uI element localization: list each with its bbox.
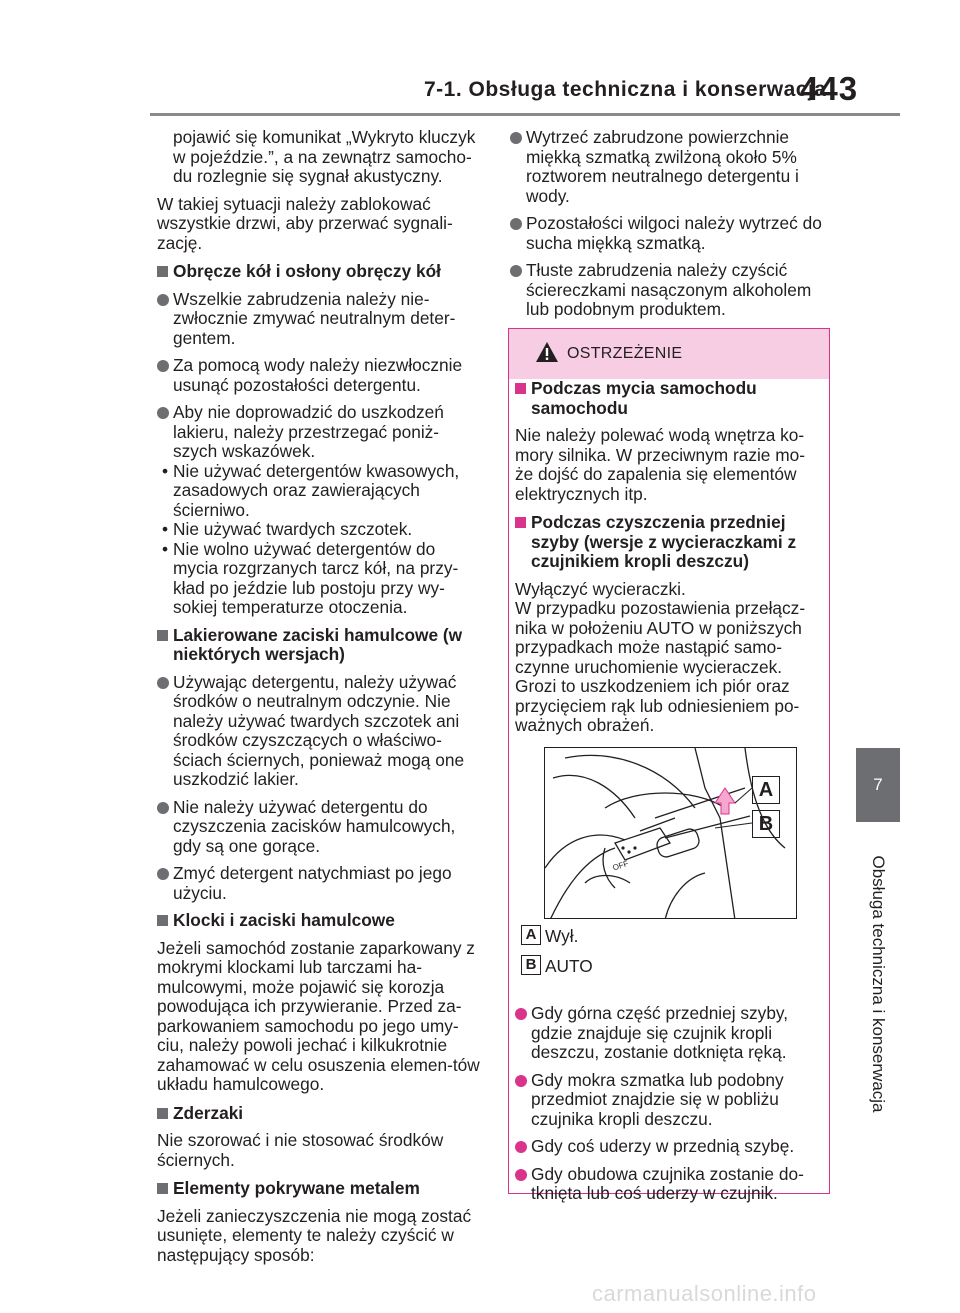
warning-body [515, 379, 821, 745]
svg-text:OFF: OFF [611, 858, 630, 873]
bullet-item: Nie należy używać detergentu do czyszczenia zacisków hamulcowych, gdy są one gorące. [157, 798, 482, 857]
figure-label-a: A [752, 776, 780, 804]
circle-bullet-icon [515, 1141, 527, 1153]
section-title: 7-1. Obsługa techniczna i konserwacja [424, 78, 827, 101]
warning-heading: Podczas czyszczenia przedniej szyby (wersje z wycieraczkami z czujnikiem kropli deszczu) [515, 513, 821, 572]
sub-item: • Nie wolno używać detergentów do mycia rozgrzanych tarcz kół, na przy-kład po jeździe lub postoju przy wy-sokiej temperaturze otoczenia. [162, 538, 459, 617]
figure-legend [521, 927, 821, 986]
bullet-item: Aby nie doprowadzić do uszkodzeń lakieru, należy przestrzegać poniż-szych wskazówek. [157, 403, 482, 462]
warning-paragraph: Wyłączyć wycieraczki. [515, 578, 686, 599]
sub-item: • Nie używać detergentów kwasowych, zasadowych oraz zawierających ścierniwo. [162, 460, 460, 520]
warning-triangle-icon [535, 341, 559, 363]
section-heading: Obręcze kół i osłony obręczy kół [157, 262, 482, 282]
warning-paragraph: Nie należy polewać wodą wnętrza ko-mory silnika. W przeciwnym razie mo-że dojść do zapalenia się elementów elektrycznych itp. [515, 425, 805, 504]
watermark: carmanualsonline.info [592, 1281, 817, 1306]
circle-bullet-icon [510, 265, 522, 277]
circle-bullet-icon [157, 802, 169, 814]
warning-bullet: Gdy górna część przedniej szyby, gdzie znajduje się czujnik kropli deszczu, zostanie dotknięta ręką. [515, 1004, 821, 1063]
warning-paragraph: W przypadku pozostawienia przełącz-nika w położeniu AUTO w poniższych przypadkach może nastąpić samo-czynne uruchomienie wycieraczek. Grozi to uszkodzeniem ich piór oraz przycięciem rąk lub odniesieniem po-ważnych obrażeń. [515, 598, 806, 735]
square-bullet-icon [157, 1108, 168, 1119]
circle-bullet-icon [510, 218, 522, 230]
square-bullet-icon [157, 266, 168, 277]
dot-mark-icon: • [162, 460, 169, 481]
section-heading: Lakierowane zaciski hamulcowe (w niektórych wersjach) [157, 626, 482, 665]
dot-mark-icon: • [162, 538, 169, 559]
dot-mark-icon: • [162, 519, 169, 539]
warning-bullet: Gdy obudowa czujnika zostanie do-tknięta lub coś uderzy w czujnik. [515, 1165, 821, 1204]
square-bullet-icon [515, 383, 526, 394]
warning-bullets [515, 1004, 821, 1212]
warning-bullet: Gdy coś uderzy w przednią szybę. [515, 1137, 821, 1157]
paragraph: Jeżeli zanieczyszczenia nie mogą zostać usunięte, elementy te należy czyścić w następujący sposób: [157, 1205, 472, 1265]
left-column [157, 128, 482, 1274]
section-heading: Klocki i zaciski hamulcowe [157, 911, 482, 931]
paragraph: Jeżeli samochód zostanie zaparkowany z mokrymi klockami lub tarczami ha-mulcowymi, może pojawić się korozja powodująca ich przywieranie. Przed za-parkowaniem samochodu po jego umy-ciu, należy powoli jechać i kilkukrotnie zahamować w celu osuszenia elemen-tów układu hamulcowego. [157, 937, 480, 1094]
bullet-item: Wszelkie zabrudzenia należy nie-zwłocznie zmywać neutralnym deter-gentem. [157, 290, 482, 349]
header-rule [150, 113, 900, 116]
bullet-item: Tłuste zabrudzenia należy czyścić ściereczkami nasączonym alkoholem lub podobnym produktem. [510, 261, 832, 320]
chapter-title: Obsługa techniczna i konserwacja [869, 855, 888, 1113]
bullet-item: Używając detergentu, należy używać środków o neutralnym odczynie. Nie należy używać twardych szczotek ani środków czyszczących o właściwo-ściach ściernych, ponieważ mogą one uszkodzić lakier. [157, 673, 482, 790]
warning-header [509, 329, 829, 379]
warning-title: OSTRZEŻENIE [567, 345, 683, 362]
circle-bullet-icon [515, 1008, 527, 1020]
circle-bullet-icon [510, 132, 522, 144]
wiper-switch-figure [544, 747, 797, 919]
bullet-item: Zmyć detergent natychmiast po jego użyciu. [157, 864, 482, 903]
figure-label-b: B [752, 810, 780, 838]
intro-text: pojawić się komunikat „Wykryto kluczyk w pojeździe.”, a na zewnątrz samocho-du rozlegnie się sygnał akustyczny. [173, 127, 476, 186]
bullet-item: Wytrzeć zabrudzone powierzchnie miękką szmatką zwilżoną około 5% roztworem neutralnego detergentu i wody. [510, 128, 832, 206]
paragraph: Nie szorować i nie stosować środków ściernych. [157, 1130, 444, 1170]
square-bullet-icon [157, 1183, 168, 1194]
warning-box [508, 328, 830, 1203]
right-column [510, 128, 832, 328]
legend-item: B AUTO [521, 957, 821, 977]
chapter-number: 7 [873, 775, 883, 794]
chapter-label [855, 855, 901, 1113]
circle-bullet-icon [515, 1169, 527, 1181]
warning-bullet: Gdy mokra szmatka lub podobny przedmiot znajdzie się w pobliżu czujnika kropli deszczu. [515, 1071, 821, 1130]
circle-bullet-icon [157, 360, 169, 372]
square-bullet-icon [157, 915, 168, 926]
paragraph: W takiej sytuacji należy zablokować wszystkie drzwi, aby przerwać sygnali-zację. [157, 193, 453, 253]
circle-bullet-icon [157, 294, 169, 306]
bullet-item: Pozostałości wilgoci należy wytrzeć do sucha miękką szmatką. [510, 214, 832, 253]
circle-bullet-icon [515, 1075, 527, 1087]
circle-bullet-icon [157, 868, 169, 880]
legend-item: A Wył. [521, 927, 821, 947]
section-heading: Elementy pokrywane metalem [157, 1179, 482, 1199]
section-heading: Zderzaki [157, 1104, 482, 1124]
circle-bullet-icon [157, 677, 169, 689]
square-bullet-icon [515, 517, 526, 528]
chapter-tab [856, 748, 900, 822]
sub-item: • Nie używać twardych szczotek. [162, 519, 413, 539]
page-number: 443 [800, 70, 859, 107]
square-bullet-icon [157, 630, 168, 641]
warning-heading: Podczas mycia samochodu samochodu [515, 379, 821, 418]
bullet-item: Za pomocą wody należy niezwłocznie usunąć pozostałości detergentu. [157, 356, 482, 395]
circle-bullet-icon [157, 407, 169, 419]
